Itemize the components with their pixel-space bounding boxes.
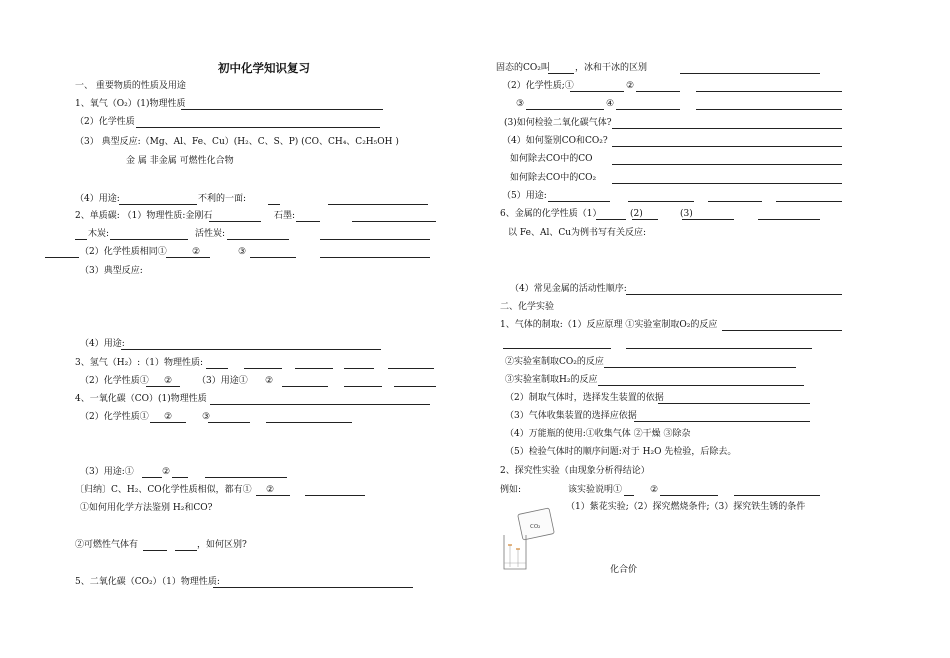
item-number: ④ — [606, 99, 615, 109]
answer-blank[interactable] — [209, 221, 261, 222]
answer-blank[interactable] — [136, 127, 380, 128]
answer-blank[interactable] — [206, 368, 228, 369]
answer-blank[interactable] — [604, 367, 796, 368]
answer-blank[interactable] — [328, 204, 428, 205]
universal-bottle-label: （4）万能瓶的使用:①收集气体 ②干燥 ③除杂 — [505, 429, 691, 439]
question-flammable-gases-tail: ，如何区别? — [197, 540, 247, 550]
answer-blank[interactable] — [344, 386, 382, 387]
gas-test-order-label: （5）检验气体时的顺序问题:对于 H₂O 先检验，后除去。 — [505, 447, 737, 457]
answer-blank[interactable] — [526, 109, 604, 110]
answer-blank[interactable] — [205, 477, 287, 478]
item-number: ③ — [202, 412, 211, 422]
answer-blank[interactable] — [708, 201, 762, 202]
answer-blank[interactable] — [320, 257, 430, 258]
graphite-label: 石墨: — [274, 211, 296, 221]
charcoal-label: 木炭: — [88, 229, 110, 239]
co-co2-distinguish-question: （4）如何鉴别CO和CO₂? — [502, 136, 608, 146]
dry-ice-tail: ，冰和干冰的区别 — [575, 63, 648, 73]
co2-prep-label: ②实验室制取CO₂的反应 — [505, 357, 604, 367]
item-number: ② — [265, 376, 274, 386]
co2-physical-label: 5、二氧化碳（CO₂）（1）物理性质: — [75, 577, 220, 587]
answer-blank[interactable] — [503, 348, 611, 349]
collection-basis-label: （3）气体收集装置的选择应依据 — [505, 411, 637, 421]
gas-prep-label: 1、气体的制取:（1）反应原理 ①实验室制取O₂的反应 — [500, 320, 718, 330]
answer-blank[interactable] — [632, 219, 658, 220]
exploratory-experiments-label: 2、探究性实验（由现象分析得结论） — [500, 466, 650, 476]
answer-blank[interactable] — [208, 422, 250, 423]
item-number: ③ — [238, 247, 247, 257]
answer-blank[interactable] — [758, 219, 820, 220]
answer-blank[interactable] — [628, 201, 694, 202]
item-number: ② — [164, 376, 173, 386]
oxygen-reaction-label: （3） 典型反应:（Mg、Al、Fe、Cu）(H₂、C、S、P) (CO、CH₄、C₂H₅OH ) — [75, 137, 399, 147]
answer-blank[interactable] — [256, 495, 290, 496]
answer-blank[interactable] — [213, 587, 413, 588]
carbon-chemical-label: （2）化学性质相同① — [80, 247, 167, 257]
remove-co2-question: 如何除去CO中的CO — [510, 154, 593, 164]
answer-blank[interactable] — [175, 550, 197, 551]
answer-blank[interactable] — [250, 257, 296, 258]
h2-prep-label: ③实验室制取H₂的反应 — [505, 375, 598, 385]
answer-blank[interactable] — [119, 204, 197, 205]
answer-blank[interactable] — [682, 219, 734, 220]
answer-blank[interactable] — [110, 239, 188, 240]
answer-blank[interactable] — [295, 368, 333, 369]
co-physical-label: 4、一氧化碳（CO）(1)物理性质 — [75, 394, 207, 404]
answer-blank[interactable] — [612, 183, 842, 184]
item-number: (3) — [680, 209, 693, 219]
answer-blank[interactable] — [634, 421, 810, 422]
experiment-explanation-label: 该实验说明① — [568, 485, 623, 495]
answer-blank[interactable] — [394, 386, 436, 387]
answer-blank[interactable] — [305, 495, 365, 496]
answer-blank[interactable] — [143, 550, 167, 551]
answer-blank[interactable] — [210, 404, 430, 405]
item-number: ② — [192, 247, 201, 257]
item-number: ③ — [516, 99, 525, 109]
metal-example-label: 以 Fe、Al、Cu为例书写有关反应: — [508, 228, 647, 238]
activated-carbon-label: 活性炭: — [195, 229, 226, 239]
oxygen-reaction-categories: 金 属 非金属 可燃性化合物 — [126, 156, 234, 166]
beaker — [504, 535, 526, 569]
answer-blank[interactable] — [268, 204, 280, 205]
valence-label: 化合价 — [610, 565, 638, 575]
item-number: (2) — [630, 209, 643, 219]
answer-blank[interactable] — [612, 128, 842, 129]
gas-jar-label: CO₂ — [530, 524, 541, 530]
co2-test-question: (3)如何检验二氧化碳气体? — [504, 118, 612, 128]
answer-blank[interactable] — [616, 109, 680, 110]
answer-blank[interactable] — [45, 257, 79, 258]
remove-co-question: 如何除去CO中的CO₂ — [510, 173, 597, 183]
answer-blank[interactable] — [696, 109, 842, 110]
answer-blank[interactable] — [570, 91, 624, 92]
metal-activity-label: （4）常见金属的活动性顺序: — [510, 284, 627, 294]
item-number: ② — [162, 467, 171, 477]
answer-blank[interactable] — [636, 91, 680, 92]
item-number: ② — [164, 412, 173, 422]
question-identify-h2-co: ①如何用化学方法鉴别 H₂和CO? — [80, 503, 213, 513]
answer-blank[interactable] — [352, 221, 436, 222]
carbon-reaction-label: （3）典型反应: — [80, 266, 143, 276]
co2-use-label: （5）用途: — [502, 191, 547, 201]
answer-blank[interactable] — [282, 386, 328, 387]
answer-blank[interactable] — [320, 239, 430, 240]
answer-blank[interactable] — [598, 385, 804, 386]
carbon-physical-label: 2、单质碳: （1）物理性质:金刚石 — [75, 211, 213, 221]
answer-blank[interactable] — [166, 257, 210, 258]
dry-ice-label: 固态的CO₂叫 — [496, 63, 550, 73]
hydrogen-physical-label: 3、氢气（H₂）:（1）物理性质: — [75, 358, 203, 368]
apparatus-basis-label: （2）制取气体时，选择发生装置的依据 — [505, 393, 664, 403]
answer-blank[interactable] — [596, 219, 626, 220]
answer-blank[interactable] — [146, 386, 180, 387]
oxygen-chemical-label: （2）化学性质 — [75, 117, 135, 127]
oxygen-harm-label: 不利的一面: — [198, 194, 247, 204]
summary-label: 〔归纳〕C、H₂、CO化学性质相似，都有① — [75, 485, 252, 495]
answer-blank[interactable] — [612, 146, 842, 147]
answer-blank[interactable] — [548, 73, 574, 74]
answer-blank[interactable] — [227, 239, 289, 240]
answer-blank[interactable] — [624, 495, 634, 496]
hydrogen-chemical-label: （2）化学性质① — [80, 376, 149, 386]
answer-blank[interactable] — [172, 477, 188, 478]
answer-blank[interactable] — [121, 349, 381, 350]
answer-blank[interactable] — [266, 422, 352, 423]
answer-blank[interactable] — [548, 201, 610, 202]
answer-blank[interactable] — [734, 495, 820, 496]
section-heading-properties: 一、 重要物质的性质及用途 — [75, 81, 186, 91]
co2-chemical-label: （2）化学性质;① — [502, 81, 574, 91]
answer-blank[interactable] — [75, 239, 87, 240]
answer-blank[interactable] — [776, 201, 842, 202]
oxygen-use-label: （4）用途: — [75, 194, 120, 204]
oxygen-physical-label: 1、氧气（O₂）(1)物理性质 — [75, 99, 186, 109]
answer-blank[interactable] — [344, 368, 374, 369]
answer-blank[interactable] — [658, 403, 810, 404]
section-heading-experiments: 二、化学实验 — [500, 302, 555, 312]
co2-pouring-experiment-figure — [500, 505, 558, 573]
co-use-label: （3）用途:① — [80, 467, 134, 477]
answer-blank[interactable] — [626, 348, 812, 349]
answer-blank[interactable] — [626, 294, 842, 295]
item-number: ② — [266, 485, 275, 495]
answer-blank[interactable] — [181, 109, 383, 110]
page-title: 初中化学知识复习 — [218, 61, 310, 75]
question-flammable-gases: ②可燃性气体有 — [75, 540, 139, 550]
answer-blank[interactable] — [722, 330, 842, 331]
item-number: ② — [626, 81, 635, 91]
answer-blank[interactable] — [680, 73, 820, 74]
answer-blank[interactable] — [244, 368, 282, 369]
answer-blank[interactable] — [660, 495, 718, 496]
answer-blank[interactable] — [612, 164, 842, 165]
hydrogen-use-label: （3）用途① — [197, 376, 248, 386]
answer-blank[interactable] — [142, 477, 162, 478]
example-label: 例如: — [500, 485, 522, 495]
carbon-use-label: （4）用途: — [80, 339, 125, 349]
answer-blank[interactable] — [696, 91, 842, 92]
metal-chemical-label: 6、金属的化学性质（1） — [500, 209, 602, 219]
answer-blank[interactable] — [388, 368, 434, 369]
co-chemical-label: （2）化学性质① — [80, 412, 149, 422]
answer-blank[interactable] — [296, 221, 320, 222]
experiment-list: （1）紫花实验;（2）探究燃烧条件;（3）探究铁生锈的条件 — [566, 502, 806, 512]
item-number: ② — [650, 485, 659, 495]
